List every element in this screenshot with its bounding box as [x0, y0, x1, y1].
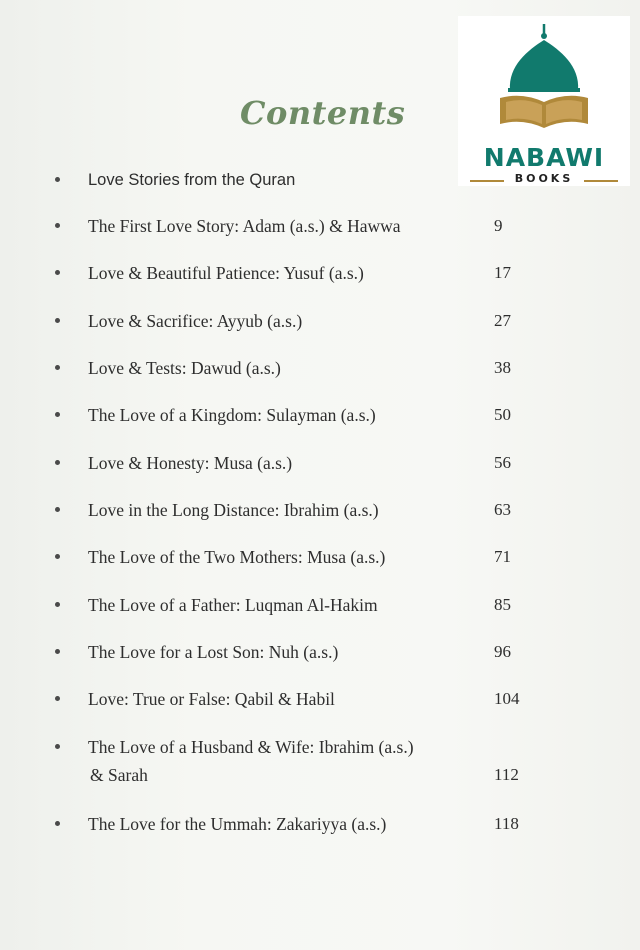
toc-entry-title: Love: True or False: Qabil & Habil [88, 689, 335, 709]
toc-entry-page: 112 [494, 765, 519, 784]
bullet-icon [55, 602, 60, 607]
toc-entry-title: Love in the Long Distance: Ibrahim (a.s.) [88, 500, 379, 520]
page-title: Contents [240, 94, 406, 132]
toc-entry-title: The Love of the Two Mothers: Musa (a.s.) [88, 547, 386, 567]
toc-entry-page: 85 [494, 595, 511, 614]
toc-entry-title: Love & Honesty: Musa (a.s.) [88, 453, 293, 473]
bullet-icon [55, 365, 60, 370]
toc-entry-page: 96 [494, 642, 511, 661]
bullet-icon [55, 318, 60, 323]
bullet-icon [55, 270, 60, 275]
toc-entry-title: The Love for the Ummah: Zakariyya (a.s.) [88, 814, 387, 834]
toc-entry-title: The Love of a Father: Luqman Al-Hakim [88, 595, 378, 615]
bullet-icon [55, 696, 60, 701]
toc-entry-title: The Love of a Husband & Wife: Ibrahim (a.s.) [88, 737, 414, 757]
logo-wordmark: NABAWI [483, 143, 605, 172]
toc-entry-title: Love & Sacrifice: Ayyub (a.s.) [88, 311, 303, 331]
bullet-icon [55, 821, 60, 826]
toc-entry-page: 71 [494, 547, 511, 566]
toc-entry-title: The Love for a Lost Son: Nuh (a.s.) [88, 642, 339, 662]
toc-entry-page: 27 [494, 311, 511, 330]
toc-entry-page: 38 [494, 358, 511, 377]
toc-entry-title: Love Stories from the Quran [88, 171, 296, 189]
toc-entry-title: Love & Tests: Dawud (a.s.) [88, 358, 281, 378]
toc-entry-title: Love & Beautiful Patience: Yusuf (a.s.) [88, 263, 364, 283]
toc-entry-page: 17 [494, 263, 511, 282]
toc-entry-page: 50 [494, 405, 511, 424]
bullet-icon [55, 460, 60, 465]
bullet-icon [55, 554, 60, 559]
bullet-icon [55, 223, 60, 228]
toc-entry-page: 56 [494, 453, 511, 472]
toc-entry-page: 104 [494, 689, 520, 708]
toc-entry-title-continued: & Sarah [90, 765, 148, 785]
bullet-icon [55, 177, 60, 182]
bullet-icon [55, 412, 60, 417]
bullet-icon [55, 507, 60, 512]
bullet-icon [55, 649, 60, 654]
toc-entry-page: 9 [494, 216, 503, 235]
bullet-icon [55, 744, 60, 749]
toc-entry-page: 63 [494, 500, 511, 519]
logo-subtitle: BOOKS [514, 172, 574, 185]
toc-entry-title: The Love of a Kingdom: Sulayman (a.s.) [88, 405, 376, 425]
toc-entry-page: 118 [494, 814, 519, 833]
toc-entry-title: The First Love Story: Adam (a.s.) & Hawwa [88, 216, 401, 236]
